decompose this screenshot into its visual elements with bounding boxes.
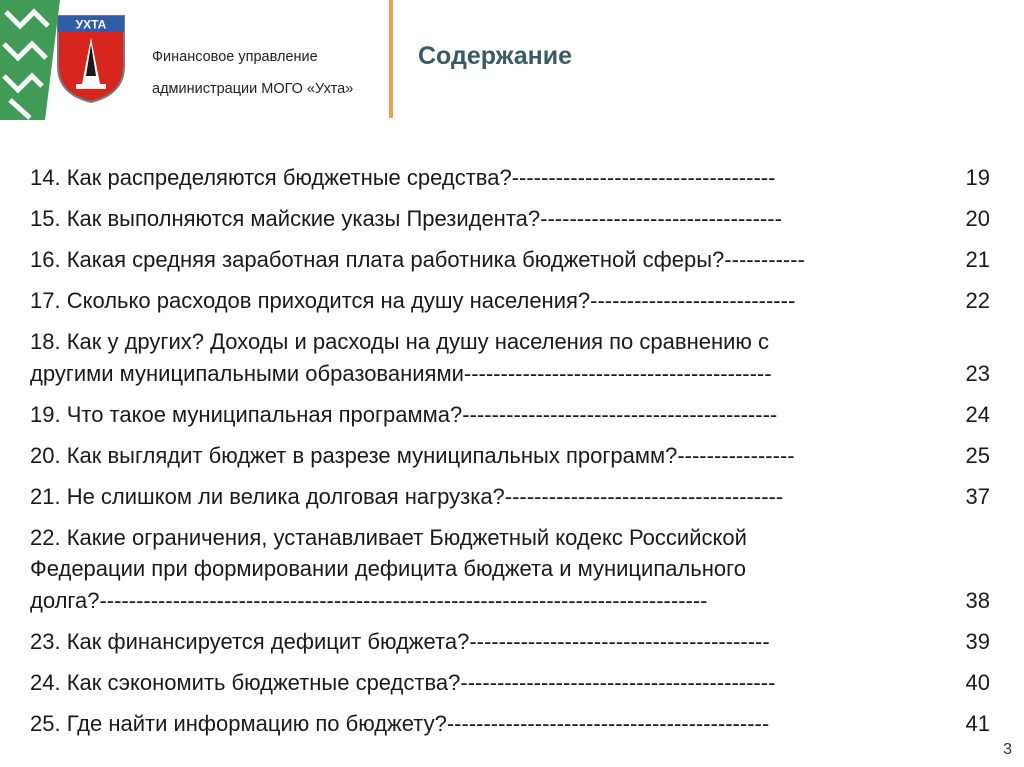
toc-item-page: 23 <box>965 360 990 386</box>
toc-item <box>30 244 990 276</box>
toc-item-page: 19 <box>965 165 990 190</box>
toc-item-text: 24. Как сэкономить бюджетные средства?------------------------------------------- <box>30 669 776 695</box>
toc-item-text: 19. Что такое муниципальная программа?------------------------------------------- <box>30 401 778 427</box>
toc-item-text: 14. Как распределяются бюджетные средства?------------------------------------ <box>30 165 776 190</box>
toc-item <box>30 481 990 513</box>
toc-item <box>30 708 990 740</box>
city-emblem <box>56 14 126 104</box>
toc-item-text: 16. Какая средняя заработная плата работника бюджетной сферы?----------- <box>30 247 805 272</box>
toc-item-text: 17. Сколько расходов приходится на душу населения?---------------------------- <box>30 288 796 313</box>
toc-item-page: 38 <box>965 587 990 613</box>
toc-item <box>30 626 990 658</box>
org-line-2: администрации МОГО «Ухта» <box>152 81 354 97</box>
toc-item-text: 21. Не слишком ли велика долговая нагрузка?-------------------------------------- <box>30 483 784 509</box>
organization-name <box>152 41 353 105</box>
toc-item-text: 25. Где найти информацию по бюджету?-------------------------------------------- <box>30 710 770 736</box>
toc-item-text: 20. Как выглядит бюджет в разрезе муниципальных программ?---------------- <box>30 442 795 468</box>
toc-item-page: 25 <box>965 442 990 468</box>
toc-item-page: 40 <box>965 669 990 695</box>
toc-item <box>30 203 990 235</box>
toc-item <box>30 285 990 317</box>
toc-item <box>30 522 990 617</box>
org-line-1: Финансовое управление <box>152 49 318 65</box>
toc-item-text: 15. Как выполняются майские указы Президента?--------------------------------- <box>30 206 782 231</box>
emblem-text: УХТА <box>75 17 107 32</box>
toc-item-page: 21 <box>965 247 990 272</box>
toc-item-page: 22 <box>965 288 990 313</box>
toc-item-page: 41 <box>965 710 990 736</box>
toc-item <box>30 440 990 472</box>
slide-page-number: 3 <box>1003 741 1012 758</box>
toc-item <box>30 399 990 431</box>
toc-item <box>30 326 990 389</box>
toc-item-page: 20 <box>965 206 990 231</box>
toc-item-text: 23. Как финансируется дефицит бюджета?----------------------------------------- <box>30 628 770 654</box>
toc-item-text: 22. Какие ограничения, устанавливает Бюджетный кодекс Российской Федерации при формировании дефицита бюджета и муниципального долга?----------------------------------------------------------------------------------- <box>30 524 747 613</box>
toc-item-page: 37 <box>965 483 990 509</box>
header-divider <box>389 0 393 118</box>
page-title: Содержание <box>418 42 573 70</box>
toc-item-text: 18. Как у других? Доходы и расходы на душу населения по сравнению с другими муниципальными образованиями------------------------------------------ <box>30 329 772 386</box>
table-of-contents <box>30 162 990 749</box>
toc-item-page: 24 <box>965 401 990 427</box>
toc-item <box>30 667 990 699</box>
toc-item-page: 39 <box>965 628 990 654</box>
ornament-decoration <box>0 0 60 120</box>
toc-item <box>30 162 990 194</box>
